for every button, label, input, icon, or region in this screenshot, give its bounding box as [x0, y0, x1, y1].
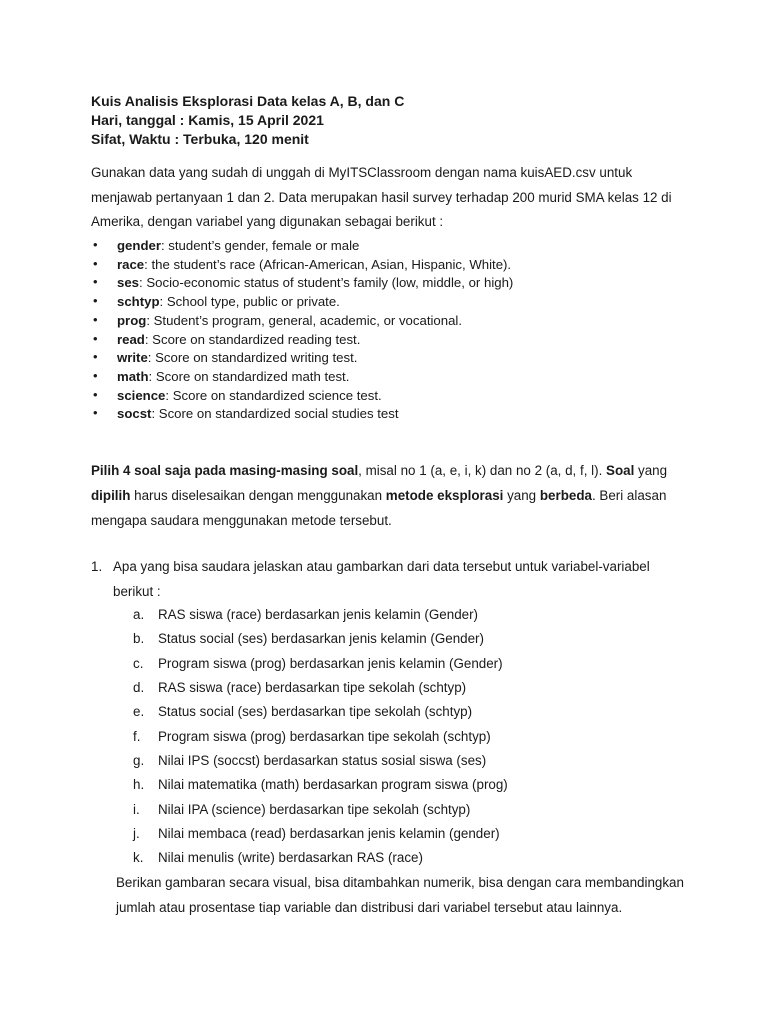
subitem-label: i. — [133, 801, 140, 817]
variable-term: schtyp — [117, 294, 160, 310]
variable-description: : Score on standardized math test. — [148, 368, 350, 384]
list-item — [133, 603, 693, 627]
list-item — [133, 676, 693, 700]
variable-term: write — [117, 350, 148, 366]
subitem-label: e. — [133, 704, 145, 720]
subitem-text: RAS siswa (race) berdasarkan tipe sekolah (schtyp) — [158, 680, 467, 696]
list-item — [133, 846, 693, 870]
instruction-text: harus diselesaikan dengan menggunakan — [130, 488, 386, 503]
list-item — [133, 749, 693, 773]
quiz-mode-duration: Sifat, Waktu : Terbuka, 120 menit — [91, 131, 309, 147]
bullet-icon: • — [93, 405, 98, 421]
quiz-date: Hari, tanggal : Kamis, 15 April 2021 — [91, 112, 324, 128]
subitem-label: k. — [133, 850, 144, 866]
list-item — [91, 293, 691, 312]
subitem-text: Nilai menulis (write) berdasarkan RAS (race) — [158, 850, 423, 866]
list-item — [91, 256, 691, 275]
variable-term: math — [117, 368, 149, 384]
list-item — [91, 405, 691, 424]
bullet-icon: • — [93, 255, 98, 271]
bullet-icon: • — [93, 274, 98, 290]
bullet-icon: • — [93, 237, 98, 252]
bullet-icon: • — [93, 386, 98, 402]
list-item — [133, 725, 693, 749]
intro-paragraph: Gunakan data yang sudah di unggah di MyITSClassroom dengan nama kuisAED.csv untuk menjawab pertanyaan 1 dan 2. Data merupakan hasil survey terhadap 200 murid SMA kelas 12 di Amerika, dengan variabel yang digunakan sebagai berikut : — [91, 165, 672, 229]
variable-description: : student’s gender, female or male — [160, 238, 360, 253]
subitem-text: Nilai matematika (math) berdasarkan program siswa (prog) — [158, 777, 508, 793]
instruction-text: yang — [634, 463, 668, 478]
variable-term: read — [117, 331, 145, 347]
variable-description: : Score on standardized writing test. — [147, 350, 358, 366]
variable-term: prog — [117, 312, 147, 328]
variable-description: : Socio-economic status of student’s family (low, middle, or high) — [139, 275, 514, 291]
subitem-text: Status social (ses) berdasarkan jenis kelamin (Gender) — [158, 631, 484, 647]
instruction-text: yang — [503, 488, 540, 503]
list-item — [91, 368, 691, 387]
subitem-text: RAS siswa (race) berdasarkan jenis kelamin (Gender) — [158, 607, 479, 622]
question-text-continued: berikut : — [113, 583, 161, 599]
subitem-label: h. — [133, 777, 145, 793]
subitem-label: j. — [133, 826, 140, 842]
subitem-text: Nilai IPS (soccst) berdasarkan status sosial siswa (ses) — [158, 753, 487, 769]
subitem-text: Program siswa (prog) berdasarkan jenis kelamin (Gender) — [158, 655, 503, 671]
variable-term: gender — [117, 238, 161, 253]
list-item — [91, 387, 691, 406]
variable-term: socst — [117, 406, 152, 422]
list-item — [133, 627, 693, 651]
instruction-emphasis: Soal — [606, 463, 635, 478]
subitem-text: Nilai membaca (read) berdasarkan jenis kelamin (gender) — [158, 826, 500, 842]
variable-description: : Student’s program, general, academic, or vocational. — [146, 312, 463, 328]
bullet-icon: • — [93, 349, 98, 365]
bullet-icon: • — [93, 311, 98, 327]
question-text: Apa yang bisa saudara jelaskan atau gambarkan dari data tersebut untuk variabel-variabel — [113, 559, 650, 574]
list-item — [91, 349, 691, 368]
instruction-emphasis: Pilih 4 soal saja pada masing-masing soal — [91, 463, 359, 478]
bullet-icon: • — [93, 330, 98, 346]
question-number: 1. — [91, 559, 103, 574]
document-header — [91, 92, 691, 149]
question-1-closing-note: Berikan gambaran secara visual, bisa ditambahkan numerik, bisa dengan cara membandingkan jumlah atau prosentase tiap variable dan distribusi dari variabel tersebut atau lainnya. — [116, 875, 684, 915]
list-item — [91, 237, 691, 256]
question-1-subitems — [133, 603, 693, 871]
subitem-text: Program siswa (prog) berdasarkan tipe sekolah (schtyp) — [158, 728, 491, 744]
list-item — [133, 822, 693, 846]
question-1 — [91, 555, 691, 604]
bullet-icon: • — [93, 367, 98, 383]
subitem-text: Status social (ses) berdasarkan tipe sekolah (schtyp) — [158, 704, 473, 720]
instruction-text: , misal no 1 (a, e, i, k) dan no 2 (a, d, f, l). — [358, 463, 607, 478]
subitem-text: Nilai IPA (science) berdasarkan tipe sekolah (schtyp) — [158, 801, 471, 817]
variable-term: race — [117, 256, 145, 272]
subitem-label: d. — [133, 680, 145, 696]
variable-description: : Score on standardized science test. — [165, 387, 382, 403]
list-item — [91, 312, 691, 331]
instruction-emphasis: dipilih — [91, 488, 131, 503]
subitem-label: g. — [133, 753, 145, 769]
list-item — [133, 798, 693, 822]
list-item — [133, 652, 693, 676]
variable-term: ses — [117, 275, 140, 291]
question-1-prompt — [91, 555, 691, 580]
variable-term: science — [117, 387, 166, 403]
instruction-emphasis: berbeda — [539, 488, 592, 503]
instruction-emphasis: metode eksplorasi — [385, 488, 504, 503]
variable-description: : Score on standardized reading test. — [144, 331, 361, 347]
list-item — [91, 274, 691, 293]
variable-description: : School type, public or private. — [159, 294, 340, 310]
variable-description: : Score on standardized social studies test — [151, 406, 399, 422]
variable-list — [91, 237, 691, 424]
quiz-title: Kuis Analisis Eksplorasi Data kelas A, B, dan C — [91, 93, 405, 109]
list-item — [133, 773, 693, 797]
subitem-label: f. — [133, 728, 141, 744]
instruction-text: . Beri alasan mengapa saudara menggunakan metode tersebut. — [91, 488, 667, 528]
subitem-label: b. — [133, 631, 145, 647]
variable-description: : the student’s race (African-American, Asian, Hispanic, White). — [144, 256, 512, 272]
instruction-paragraph — [91, 458, 691, 533]
list-item — [91, 331, 691, 350]
list-item — [133, 700, 693, 724]
bullet-icon: • — [93, 293, 98, 309]
subitem-label: c. — [133, 655, 144, 671]
subitem-label: a. — [133, 607, 145, 622]
